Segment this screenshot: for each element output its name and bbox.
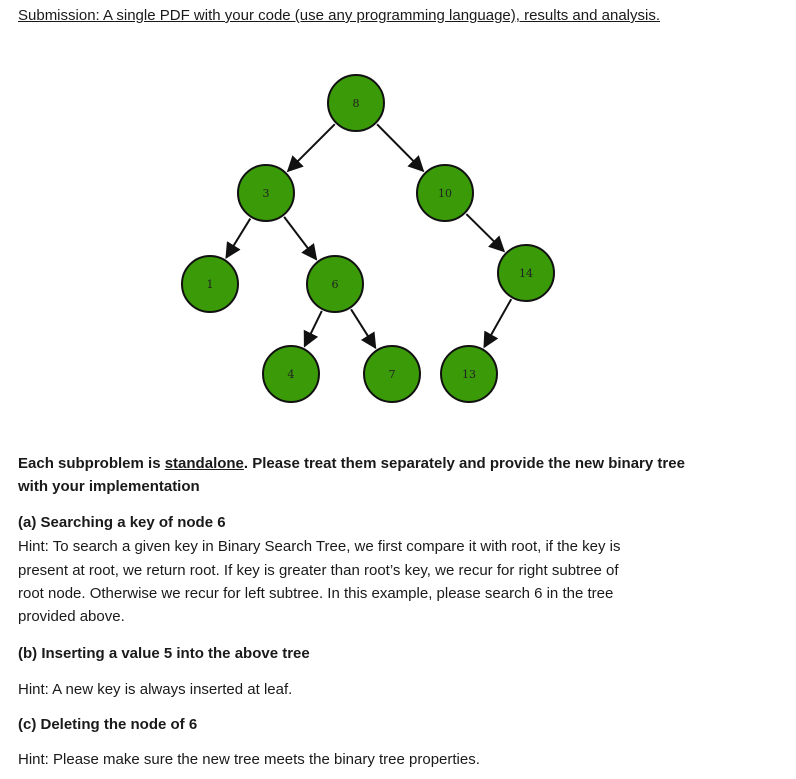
tree-node-label: 13 [462,368,476,381]
tree-node-10 [417,165,473,221]
tree-node-label: 8 [352,97,360,110]
intro-line-2: with your implementation [18,478,200,495]
submission-note: Submission: A single PDF with your code (use any programming language), results and analysis. [18,7,660,24]
intro-post: . Please treat them separately and provide the new binary tree [243,455,685,472]
tree-node-label: 14 [519,267,533,280]
tree-edge-6-7 [351,309,375,347]
part-a-hint-line: root node. Otherwise we recur for left subtree. In this example, please search 6 in the tree [18,585,614,602]
part-c-title: (c) Deleting the node of 6 [18,716,198,733]
tree-edge-8-3 [288,124,335,171]
tree-edge-14-13 [484,299,511,347]
tree-edge-3-6 [284,217,316,259]
tree-node-6 [307,256,363,312]
tree-node-3 [238,165,294,221]
intro-line-1 [18,454,685,474]
tree-edge-10-14 [466,214,504,251]
part-c-hint: Hint: Please make sure the new tree meets the binary tree properties. [18,751,480,768]
tree-node-label: 6 [331,278,339,291]
tree-node-label: 4 [287,368,295,381]
part-b-title: (b) Inserting a value 5 into the above tree [18,645,310,662]
part-a-title: (a) Searching a key of node 6 [18,514,226,531]
part-b-hint: Hint: A new key is always inserted at leaf. [18,681,293,698]
intro-standalone: standalone [164,455,244,472]
tree-node-4 [263,346,319,402]
tree-edge-8-10 [377,124,423,171]
tree-edge-3-1 [226,219,250,258]
tree-node-8 [328,75,384,131]
part-a-hint-line: provided above. [18,608,125,625]
tree-node-13 [441,346,497,402]
tree-node-label: 1 [206,278,214,291]
tree-node-label: 7 [388,368,396,381]
part-a-hint-line: Hint: To search a given key in Binary Search Tree, we first compare it with root, if the key is [18,538,621,555]
tree-node-label: 10 [438,187,452,200]
tree-node-7 [364,346,420,402]
tree-node-1 [182,256,238,312]
tree-node-label: 3 [262,187,270,200]
tree-node-14 [498,245,554,301]
tree-edge-6-4 [305,311,322,346]
part-a-hint-line: present at root, we return root. If key is greater than root’s key, we recur for right subtree of [18,562,619,579]
intro-pre: Each subproblem is [18,455,165,472]
